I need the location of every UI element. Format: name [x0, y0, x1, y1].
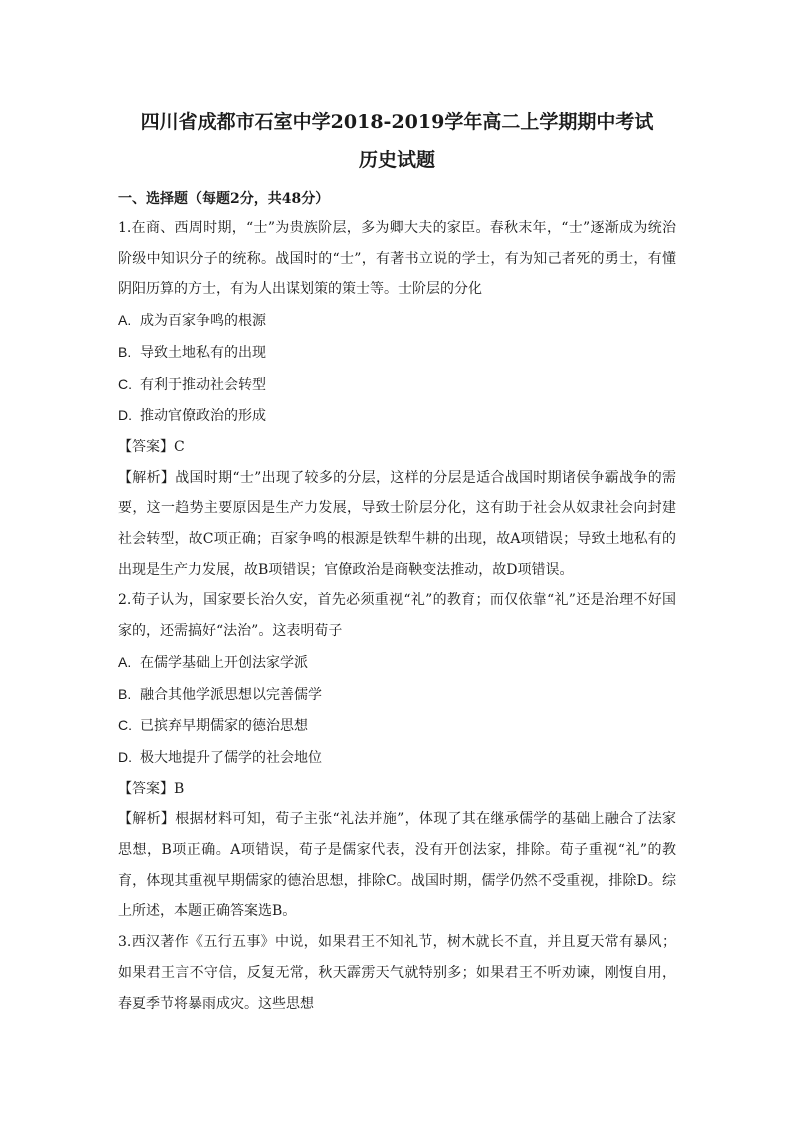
- question-stem: 2.荀子认为，国家要长治久安，首先必须重视“礼”的教育；而仅依靠“礼”还是治理不好国家的，还需搞好“法治”。这表明荀子: [118, 592, 676, 640]
- option-letter: C.: [118, 717, 132, 734]
- answer-line: [118, 432, 676, 463]
- option-b: [118, 679, 676, 711]
- option-letter: A.: [118, 653, 132, 670]
- question-stem: 1.在商、西周时期，“士”为贵族阶层，多为卿大夫的家臣。春秋末年，“士”逐渐成为统治阶级中知识分子的统称。战国时的“士”，有著书立说的学士，有为知己者死的勇士，有懂阴阳历算的方士，有为人出谋划策的策士等。士阶层的分化: [118, 220, 676, 298]
- option-text: 有利于推动社会转型: [140, 376, 266, 393]
- question-stem: 3.西汉著作《五行五事》中说，如果君王不知礼节，树木就长不直，并且夏天常有暴风；如果君王言不守信，反复无常，秋天霹雳天气就特别多；如果君王不听劝谏，刚愎自用，春夏季节将暴雨成灾。这些思想: [118, 934, 676, 1012]
- option-letter: B.: [118, 685, 132, 702]
- option-a: [118, 305, 676, 337]
- document-title-line1: 四川省成都市石室中学2018-2019学年高二上学期期中考试: [140, 111, 654, 133]
- option-d: [118, 400, 676, 432]
- analysis-label: 【解析】: [118, 469, 176, 486]
- question-2: [118, 585, 676, 927]
- analysis-text: 根据材料可知，荀子主张“礼法并施”，体现了其在继承儒学的基础上融合了法家思想，B项正确。A项错误，荀子是儒家代表，没有开创法家，排除。荀子重视“礼”的教育，体现其重视早期儒家的德治思想，排除C。战国时期，儒学仍然不受重视，排除D。综上所述，本题正确答案选B。: [118, 811, 677, 920]
- document-title-line2: 历史试题: [358, 149, 435, 171]
- option-letter: A.: [118, 312, 132, 329]
- question-1: [118, 213, 676, 585]
- answer-label: 【答案】: [118, 438, 174, 455]
- option-text: 在儒学基础上开创法家学派: [140, 654, 308, 671]
- answer-value: B: [174, 780, 185, 797]
- analysis-label: 【解析】: [118, 811, 176, 828]
- analysis-block: [118, 804, 676, 927]
- option-text: 导致土地私有的出现: [140, 344, 266, 361]
- option-a: [118, 647, 676, 679]
- option-letter: B.: [118, 343, 132, 360]
- option-letter: C.: [118, 375, 132, 392]
- option-c: [118, 710, 676, 742]
- option-c: [118, 369, 676, 401]
- answer-line: [118, 774, 676, 805]
- option-text: 成为百家争鸣的根源: [140, 313, 266, 330]
- option-text: 融合其他学派思想以完善儒学: [140, 686, 322, 703]
- answer-value: C: [174, 438, 185, 455]
- option-b: [118, 337, 676, 369]
- option-text: 极大地提升了儒学的社会地位: [140, 749, 322, 766]
- option-text: 推动官僚政治的形成: [140, 408, 266, 425]
- option-letter: D.: [118, 407, 132, 424]
- option-letter: D.: [118, 748, 132, 765]
- analysis-text: 战国时期“士”出现了较多的分层，这样的分层是适合战国时期诸侯争霸战争的需要，这一趋势主要原因是生产力发展，导致士阶层分化，这有助于社会从奴隶社会向封建社会转型，故C项正确；百家争鸣的根源是铁犁牛耕的出现，故A项错误；导致土地私有的出现是生产力发展，故B项错误；官僚政治是商鞅变法推动，故D项错误。: [118, 469, 677, 578]
- option-text: 已摈弃早期儒家的德治思想: [140, 718, 308, 735]
- analysis-block: [118, 463, 676, 586]
- option-d: [118, 742, 676, 774]
- question-3: [118, 927, 676, 1019]
- section-heading: 一、选择题（每题2分，共48分）: [118, 191, 330, 207]
- answer-label: 【答案】: [118, 780, 174, 797]
